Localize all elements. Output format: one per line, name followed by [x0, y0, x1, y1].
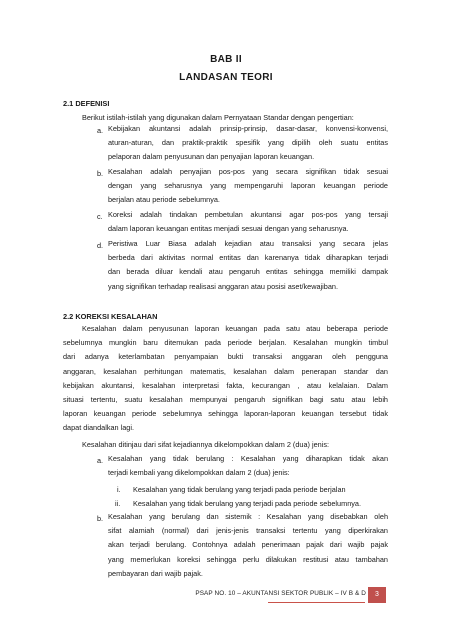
subitem-label: i.	[117, 485, 121, 494]
section-heading-corrections: 2.2 KOREKSI KESALAHAN	[63, 312, 158, 321]
text-line: dan berada diluar kendali atau pengaruh entitas sehingga memiliki dampak	[108, 267, 388, 277]
text-line: sifat alamiah (normal) dari jenis-jenis transaksi tertentu yang diperkirakan	[108, 526, 388, 536]
text-line: yang signifikan terhadap realisasi anggaran atau posisi aset/kewajiban.	[108, 281, 338, 291]
text-line: Kebijakan akuntansi adalah prinsip-prinsip, dasar-dasar, konvensi-konvensi,	[108, 124, 388, 133]
footer-divider	[268, 602, 365, 603]
item-label: d.	[97, 241, 104, 250]
item-label: a.	[97, 456, 104, 465]
text-line: kebijakan akuntansi, kesalahan interpretasi fakta, kecurangan , atau kelalaian. Dalam	[63, 380, 388, 390]
text-line: situasi tertentu, suatu kesalahan mempunyai pengaruh signifikan bagi satu atau lebih	[63, 394, 388, 404]
item-text	[108, 510, 388, 581]
text-line: berbeda dari aktivitas normal entitas dan karenanya tidak diharapkan terjadi	[108, 253, 388, 263]
item-text	[108, 452, 388, 480]
section-intro: Berikut istilah-istilah yang digunakan dalam Pernyataan Standar dengan pengertian:	[82, 113, 354, 122]
text-line: dengan yang seharusnya yang mempengaruhi laporan keuangan periode	[108, 181, 388, 191]
text-line: aturan-aturan, dan praktik-praktik spesifik yang dipilih oleh suatu entitas	[108, 138, 388, 148]
text-line: sebelumnya mungkin baru ditemukan pada periode berjalan. Kesalahan mungkin timbul	[63, 338, 388, 348]
text-line: yang memerlukan koreksi sehingga perlu dilakukan restitusi atau tambahan	[108, 554, 388, 564]
text-line: Kesalahan yang tidak berulang : Kesalahan yang diharapkan tidak akan	[108, 454, 388, 463]
text-line: dalam laporan keuangan entitas menjadi sesuai dengan yang seharusnya.	[108, 224, 349, 234]
text-line: akan terjadi berulang. Contohnya adalah penerimaan pajak dari wajib pajak	[108, 540, 388, 550]
types-intro: Kesalahan ditinjau dari sifat kejadiannya dikelompokkan dalam 2 (dua) jenis:	[82, 440, 330, 449]
text-line: terjadi kembali yang dikelompokkan dalam 2 (dua) jenis:	[108, 468, 290, 478]
text-line: pembayaran dari wajib pajak.	[108, 568, 203, 578]
item-label: a.	[97, 126, 104, 135]
text-line: Kesalahan dalam penyusunan laporan keuangan pada satu atau beberapa periode	[82, 324, 388, 333]
chapter-title: LANDASAN TEORI	[179, 72, 273, 83]
page-footer	[0, 584, 452, 606]
section-paragraph	[63, 322, 388, 436]
text-line: laporan keuangan periode sebelumnya sehingga laporan-laporan keuangan tersebut tidak	[63, 409, 388, 419]
text-line: berjalan atau periode sebelumnya.	[108, 195, 220, 205]
subitem-text: Kesalahan yang tidak berulang yang terjadi pada periode sebelumnya.	[133, 499, 361, 508]
text-line: Kesalahan yang berulang dan sistemik : Kesalahan yang disebabkan oleh	[108, 512, 388, 521]
item-text	[108, 122, 388, 165]
item-text	[108, 208, 388, 236]
text-line: dari adanya keterlambatan penyampaian bukti transaksi anggaran oleh pengguna	[63, 352, 388, 362]
subitem-text: Kesalahan yang tidak berulang yang terjadi pada periode berjalan	[133, 485, 346, 494]
text-line: anggaran, kesalahan perhitungan matematis, kesalahan dalam penerapan standar dan	[63, 366, 388, 376]
subitem-label: ii.	[115, 499, 121, 508]
item-label: b.	[97, 514, 104, 523]
text-line: Kesalahan adalah penyajian pos-pos yang secara signifikan tidak sesuai	[108, 167, 388, 176]
text-line: pelaporan dalam penyusunan dan penyajian laporan keuangan.	[108, 152, 315, 162]
item-label: c.	[97, 212, 103, 221]
page-number-badge: 3	[368, 587, 386, 603]
item-label: b.	[97, 169, 104, 178]
chapter-number: BAB II	[210, 54, 242, 65]
footer-title: PSAP NO. 10 – AKUNTANSI SEKTOR PUBLIK – IV B & D	[195, 590, 366, 597]
item-text	[108, 237, 388, 294]
text-line: Koreksi adalah tindakan pembetulan akuntansi agar pos-pos yang tersaji	[108, 210, 388, 219]
text-line: dapat diandalkan lagi.	[63, 423, 134, 433]
text-line: Peristiwa Luar Biasa adalah kejadian atau transaksi yang secara jelas	[108, 239, 388, 248]
section-heading-definitions: 2.1 DEFENISI	[63, 99, 110, 108]
item-text	[108, 165, 388, 208]
